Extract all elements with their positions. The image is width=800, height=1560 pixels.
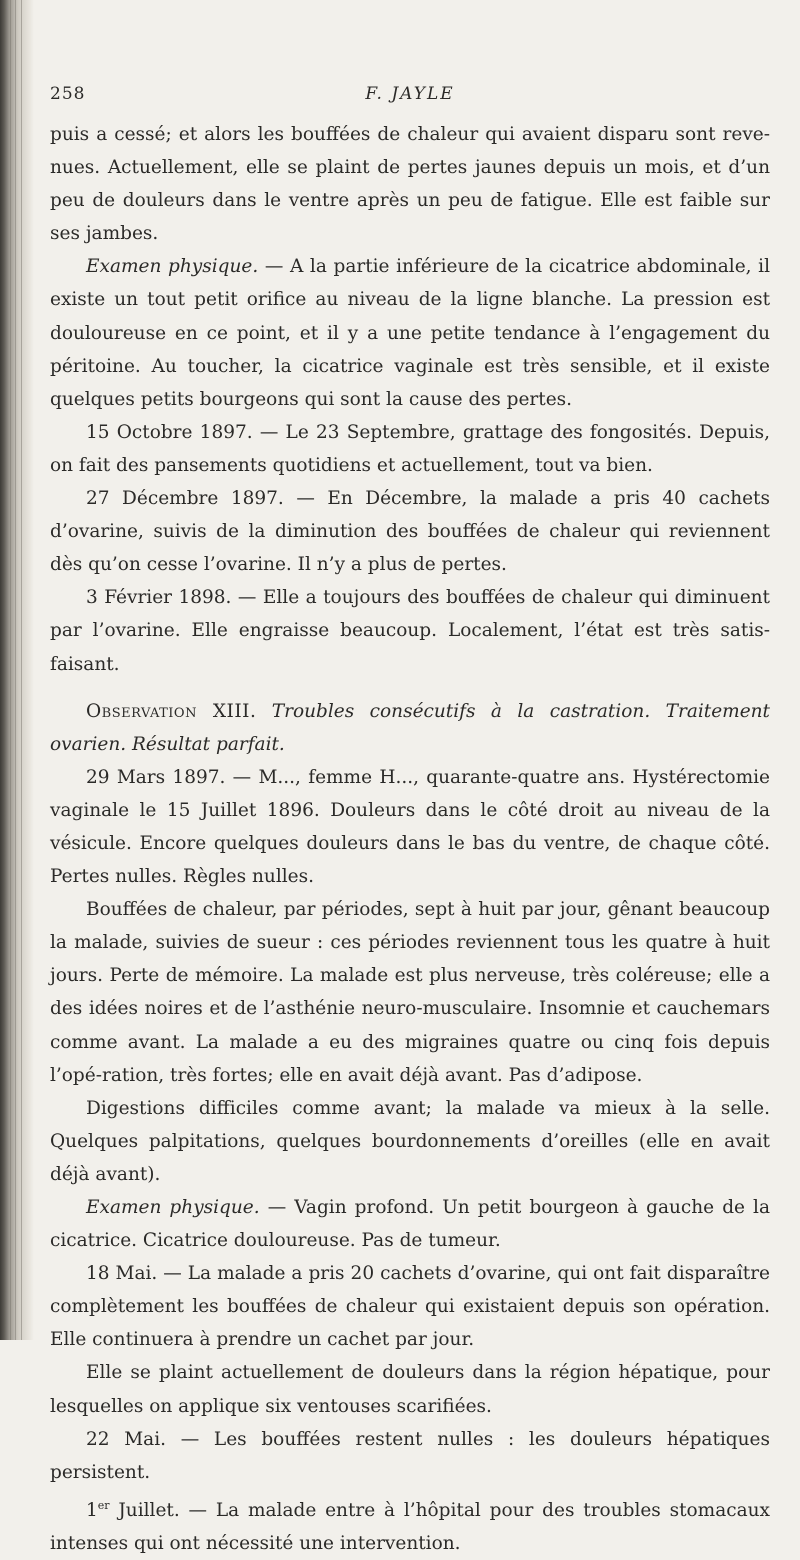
paragraph [50, 250, 770, 415]
section-label: Examen physique. [86, 256, 259, 278]
paragraph: Digestions difficiles comme avant; la malade va mieux à la selle. Quelques palpitations, quelques bourdonnements d’oreilles (elle en avait déjà avant). [50, 1097, 770, 1185]
paragraph: 29 Mars 1897. — M..., femme H..., quarante-quatre ans. Hystérectomie vaginale le 15 Juillet 1896. Douleurs dans le côté droit au niveau de la vésicule. Encore quelques douleurs dans le bas du ventre, de chaque côté. Pertes nulles. Règles nulles. [50, 766, 770, 888]
paragraph [50, 1489, 770, 1560]
paragraph: 22 Mai. — Les bouffées restent nulles : les douleurs hépatiques persistent. [50, 1428, 770, 1483]
observation-label: Observation XIII. [86, 700, 257, 722]
book-binding-edge [0, 0, 34, 1340]
page-header [50, 84, 770, 112]
paragraph-text: Juillet. — La malade entre à l’hôpital pour des troubles stomacaux intenses qui ont nécessité une intervention. [50, 1500, 770, 1555]
paragraph: 27 Décembre 1897. — En Décembre, la malade a pris 40 cachets d’ovarine, suivis de la diminution des bouffées de chaleur qui reviennent dès qu’on cesse l’ovarine. Il n’y a plus de pertes. [50, 488, 770, 576]
page-number: 258 [50, 84, 86, 104]
section-label: Examen physique. [86, 1197, 260, 1218]
running-head: F. JAYLE [365, 84, 455, 104]
body-text [50, 118, 770, 1560]
paragraph: Bouffées de chaleur, par périodes, sept à huit par jour, gênant beaucoup la malade, suivies de sueur : ces périodes reviennent tous les quatre à huit jours. Perte de mémoire. La malade est plus nerveuse, très coléreuse; elle a des idées noires et de l’asthénie neuro-musculaire. Insomnie et cauchemars comme avant. La malade a eu des migraines quatre ou cinq fois depuis l’opé-ration, très fortes; elle en avait déjà avant. Pas d’adipose. [50, 899, 770, 1086]
paragraph-text: — A la partie inférieure de la cicatrice abdominale, il existe un tout petit orifice au niveau de la ligne blanche. La pression est douloureuse en ce point, et il y a une petite tendance à l’engagement du péritoine. Au toucher, la cicatrice vaginale est très sensible, et il existe quelques petits bourgeons qui sont la cause des pertes. [50, 256, 770, 410]
paragraph: puis a cessé; et alors les bouffées de chaleur qui avaient disparu sont reve-nues. Actuellement, elle se plaint de pertes jaunes depuis un mois, et d’un peu de douleurs dans le ventre après un peu de fatigue. Elle est faible sur ses jambes. [50, 124, 770, 245]
paragraph: 18 Mai. — La malade a pris 20 cachets d’ovarine, qui ont fait disparaître complètement les bouffées de chaleur qui existaient depuis son opération. Elle continuera à prendre un cachet par jour. [50, 1263, 770, 1351]
date-day: 1 [86, 1500, 98, 1521]
book-page [50, 0, 770, 1555]
paragraph: 3 Février 1898. — Elle a toujours des bouffées de chaleur qui diminuent par l’ovarine. Elle engraisse beaucoup. Localement, l’état est très satis-faisant. [50, 587, 770, 675]
paragraph: Elle se plaint actuellement de douleurs dans la région hépatique, pour lesquelles on applique six ventouses scarifiées. [50, 1362, 770, 1417]
paragraph-text: — Vagin profond. Un petit bourgeon à gauche de la cicatrice. Cicatrice douloureuse. Pas de tumeur. [50, 1197, 770, 1252]
observation-heading [50, 695, 770, 761]
paragraph [50, 1191, 770, 1257]
paragraph: 15 Octobre 1897. — Le 23 Septembre, grattage des fongosités. Depuis, on fait des pansements quotidiens et actuellement, tout va bien. [50, 421, 770, 476]
observation-title: Troubles consécutifs à la castration. Traitement ovarien. Résultat parfait. [50, 700, 770, 755]
date-ordinal: er [97, 1498, 110, 1512]
